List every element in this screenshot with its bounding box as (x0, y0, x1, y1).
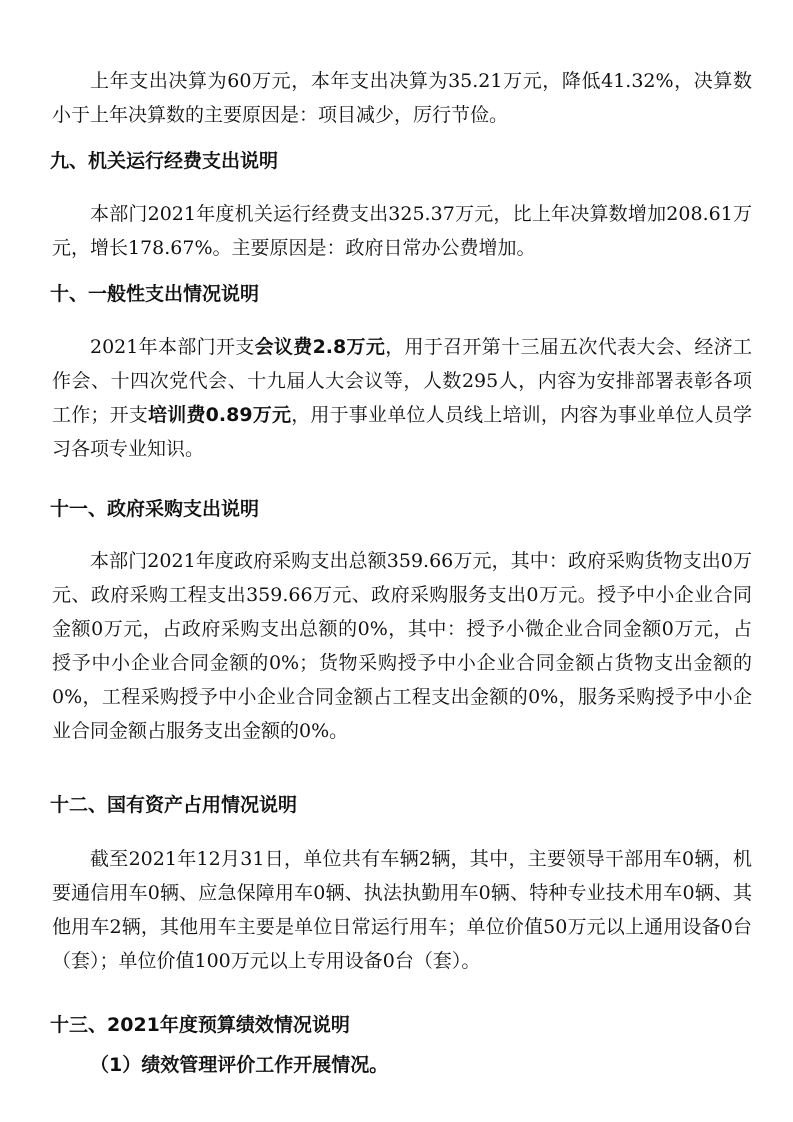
section-13-subheading-1: （1）绩效管理评价工作开展情况。 (90, 1054, 389, 1076)
section-10-text-3: ，用于事业单位人员线上培训，内容为事业单位人员学习各项专业知识。 (52, 404, 752, 460)
section-13-heading: 十三、2021年度预算绩效情况说明 (50, 1014, 350, 1036)
section-10-heading: 十、一般性支出情况说明 (50, 283, 260, 305)
previous-year-expenditure-paragraph: 上年支出决算为60万元，本年支出决算为35.21万元，降低41.32%，决算数小于上年决算数的主要原因是：项目减少，厉行节俭。 (52, 70, 752, 126)
section-10-paragraph (52, 330, 752, 466)
section-11-heading: 十一、政府采购支出说明 (50, 498, 260, 520)
training-fee-amount: 培训费0.89万元 (148, 404, 292, 426)
section-12-heading: 十二、国有资产占用情况说明 (50, 794, 298, 816)
section-10-text-2: ，用于召开第十三届五次代表大会、经济工作会、十四次党代会、十九届人大会议等，人数295人，内容为安排部署表彰各项工作；开支 (52, 336, 752, 426)
section-9-paragraph: 本部门2021年度机关运行经费支出325.37万元，比上年决算数增加208.61万元，增长178.67%。主要原因是：政府日常办公费增加。 (52, 203, 752, 259)
section-9-heading: 九、机关运行经费支出说明 (50, 150, 279, 172)
section-11-paragraph: 本部门2021年度政府采购支出总额359.66万元，其中：政府采购货物支出0万元、政府采购工程支出359.66万元、政府采购服务支出0万元。授予中小企业合同金额0万元，占政府采购支出总额的0%，其中：授予小微企业合同金额0万元，占授予中小企业合同金额的0%；货物采购授予中小企业合同金额占货物支出金额的0%，工程采购授予中小企业合同金额占工程支出金额的0%，服务采购授予中小企业合同金额占服务支出金额的0%。 (52, 550, 752, 742)
meeting-fee-amount: 会议费2.8万元 (254, 336, 386, 358)
section-12-paragraph: 截至2021年12月31日，单位共有车辆2辆，其中，主要领导干部用车0辆，机要通信用车0辆、应急保障用车0辆、执法执勤用车0辆、特种专业技术用车0辆、其他用车2辆，其他用车主要是单位日常运行用车；单位价值50万元以上通用设备0台（套）；单位价值100万元以上专用设备0台（套）。 (52, 848, 752, 972)
section-10-text-1: 2021年本部门开支 (90, 336, 255, 358)
